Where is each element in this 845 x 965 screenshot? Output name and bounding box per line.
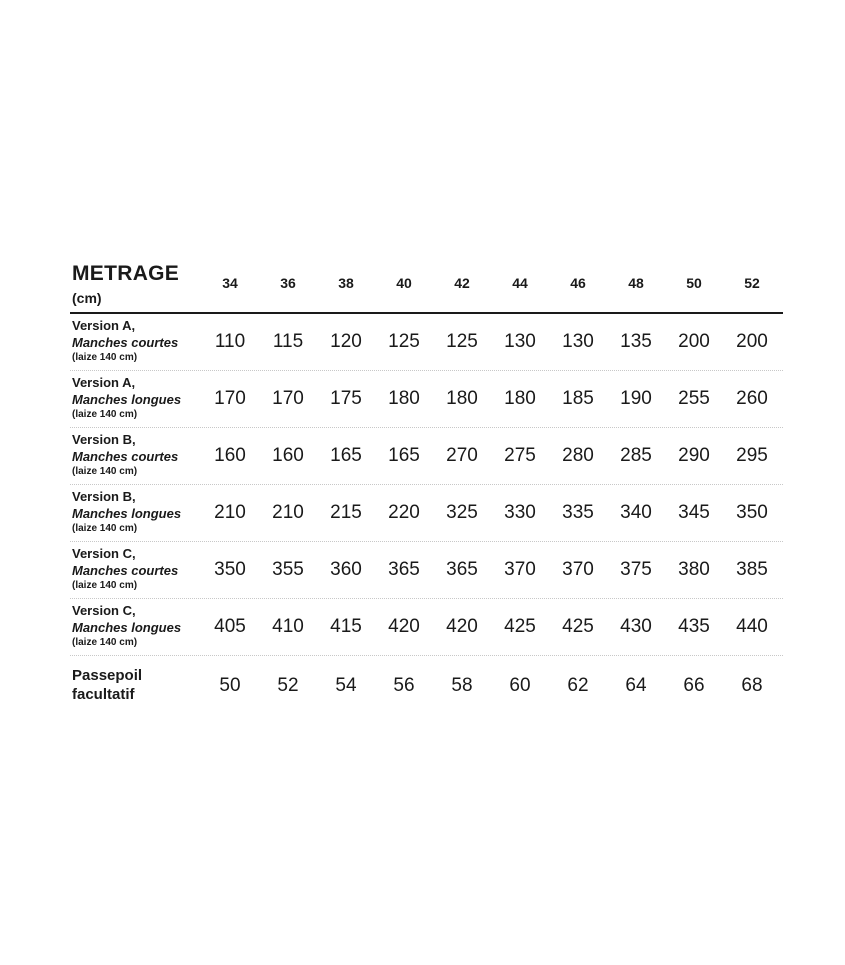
row-label-sleeve: Manches courtes <box>72 563 179 578</box>
table-title: METRAGE <box>72 262 180 285</box>
table-cell: 260 <box>736 388 768 409</box>
table-cell: 180 <box>446 388 478 409</box>
table-cell: 68 <box>741 675 763 696</box>
table-cell: 200 <box>736 331 768 352</box>
table-cell: 290 <box>678 445 710 466</box>
table-cell: 56 <box>393 675 415 696</box>
row-label-line: Passepoil <box>72 667 143 684</box>
table-cell: 425 <box>562 616 594 637</box>
table-cell: 165 <box>330 445 362 466</box>
table-cell: 405 <box>214 616 246 637</box>
row-label-width: (laize 140 cm) <box>72 523 138 534</box>
table-row <box>70 599 783 656</box>
table-row <box>70 314 783 371</box>
table-cell: 410 <box>272 616 304 637</box>
table-cell: 350 <box>736 502 768 523</box>
row-label <box>72 433 178 479</box>
table-cell: 285 <box>620 445 652 466</box>
row-label-width: (laize 140 cm) <box>72 409 138 420</box>
table-cell: 295 <box>736 445 768 466</box>
table-cell: 340 <box>620 502 652 523</box>
row-label-version: Version A, <box>72 375 136 390</box>
table-cell: 345 <box>678 502 710 523</box>
table-cell: 175 <box>330 388 362 409</box>
table-cell: 210 <box>272 502 304 523</box>
row-label-sleeve: Manches longues <box>72 392 182 407</box>
size-header: 48 <box>628 275 644 291</box>
table-cell: 330 <box>504 502 536 523</box>
table-cell: 180 <box>388 388 420 409</box>
table-cell: 350 <box>214 559 246 580</box>
table-row-passepoil <box>70 656 783 714</box>
table-cell: 370 <box>504 559 536 580</box>
table-cell: 415 <box>330 616 362 637</box>
table-cell: 115 <box>272 331 304 352</box>
table-cell: 255 <box>678 388 710 409</box>
row-label-sleeve: Manches longues <box>72 506 182 521</box>
table-cell: 66 <box>683 675 705 696</box>
row-label-width: (laize 140 cm) <box>72 466 138 477</box>
table-cell: 125 <box>388 331 420 352</box>
table-cell: 385 <box>736 559 768 580</box>
row-label-line: facultatif <box>72 686 135 703</box>
size-header: 44 <box>512 275 528 291</box>
table-cell: 270 <box>446 445 478 466</box>
table-cell: 110 <box>214 331 246 352</box>
table-cell: 62 <box>567 675 589 696</box>
table-cell: 380 <box>678 559 710 580</box>
size-header: 40 <box>396 275 412 291</box>
table-cell: 355 <box>272 559 304 580</box>
table-cell: 375 <box>620 559 652 580</box>
table-row <box>70 428 783 485</box>
row-label-width: (laize 140 cm) <box>72 352 138 363</box>
metrage-table <box>70 262 783 714</box>
table-cell: 420 <box>388 616 420 637</box>
table-cell: 54 <box>335 675 357 696</box>
table-cell: 160 <box>272 445 304 466</box>
row-label <box>72 547 178 593</box>
row-label-version: Version B, <box>72 489 136 504</box>
table-cell: 170 <box>214 388 246 409</box>
row-label-width: (laize 140 cm) <box>72 637 138 648</box>
table-cell: 185 <box>562 388 594 409</box>
table-cell: 58 <box>451 675 473 696</box>
table-cell: 280 <box>562 445 594 466</box>
row-label-sleeve: Manches longues <box>72 620 182 635</box>
table-cell: 125 <box>446 331 478 352</box>
row-label-version: Version B, <box>72 432 136 447</box>
size-header: 34 <box>222 275 238 291</box>
table-cell: 360 <box>330 559 362 580</box>
table-cell: 365 <box>446 559 478 580</box>
table-cell: 435 <box>678 616 710 637</box>
table-row <box>70 542 783 599</box>
row-label <box>72 604 181 650</box>
size-header: 38 <box>338 275 354 291</box>
table-cell: 190 <box>620 388 652 409</box>
row-label-width: (laize 140 cm) <box>72 580 138 591</box>
table-cell: 180 <box>504 388 536 409</box>
table-cell: 165 <box>388 445 420 466</box>
row-label-sleeve: Manches courtes <box>72 335 179 350</box>
size-header: 36 <box>280 275 296 291</box>
table-header <box>70 262 783 314</box>
row-label-sleeve: Manches courtes <box>72 449 179 464</box>
table-cell: 52 <box>277 675 299 696</box>
table-cell: 130 <box>504 331 536 352</box>
table-row <box>70 371 783 428</box>
table-cell: 200 <box>678 331 710 352</box>
row-label <box>72 490 181 536</box>
size-header: 52 <box>744 275 760 291</box>
size-header: 46 <box>570 275 586 291</box>
table-cell: 325 <box>446 502 478 523</box>
table-cell: 335 <box>562 502 594 523</box>
table-unit: (cm) <box>72 290 102 306</box>
row-label <box>72 319 178 365</box>
table-cell: 170 <box>272 388 304 409</box>
table-cell: 135 <box>620 331 652 352</box>
size-header: 50 <box>686 275 702 291</box>
table-cell: 420 <box>446 616 478 637</box>
table-cell: 50 <box>219 675 241 696</box>
table-cell: 64 <box>625 675 647 696</box>
row-label <box>72 666 142 704</box>
row-label-version: Version A, <box>72 318 136 333</box>
table-cell: 365 <box>388 559 420 580</box>
table-cell: 440 <box>736 616 768 637</box>
table-row <box>70 485 783 542</box>
row-label-version: Version C, <box>72 603 136 618</box>
table-cell: 430 <box>620 616 652 637</box>
table-cell: 160 <box>214 445 246 466</box>
table-cell: 220 <box>388 502 420 523</box>
row-label <box>72 376 181 422</box>
table-cell: 60 <box>509 675 531 696</box>
table-cell: 120 <box>330 331 362 352</box>
table-cell: 210 <box>214 502 246 523</box>
row-label-version: Version C, <box>72 546 136 561</box>
table-cell: 215 <box>330 502 362 523</box>
table-cell: 370 <box>562 559 594 580</box>
size-header: 42 <box>454 275 470 291</box>
table-cell: 275 <box>504 445 536 466</box>
table-cell: 425 <box>504 616 536 637</box>
table-cell: 130 <box>562 331 594 352</box>
